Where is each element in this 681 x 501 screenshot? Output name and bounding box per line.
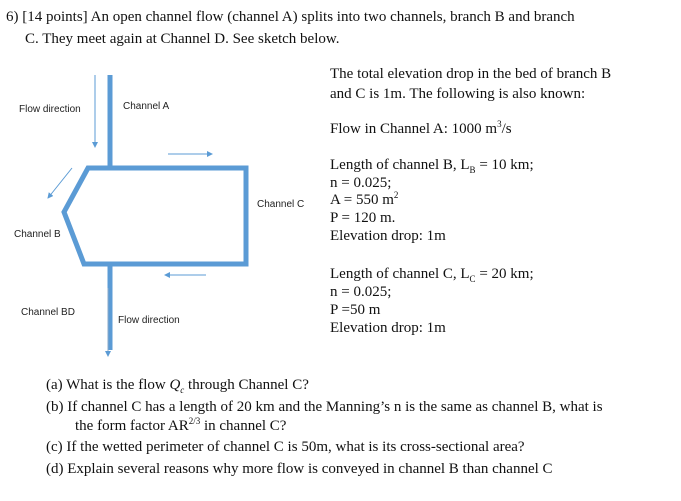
info-channel-b-length	[330, 157, 534, 175]
problem-header-line1	[6, 8, 575, 27]
channel-c-length-value: = 20 km;	[475, 266, 534, 282]
question-b-exp: 2/3	[188, 416, 201, 426]
label-flow-direction-bottom: Flow direction	[118, 315, 180, 326]
info-channel-c-n: n = 0.025;	[330, 284, 392, 300]
question-c-label: (c)	[46, 439, 63, 455]
info-flow-a	[330, 121, 512, 139]
flow-a-exp: 3	[497, 119, 502, 129]
label-channel-b: Channel B	[14, 229, 61, 240]
info-drop-line1: The total elevation drop in the bed of branch B	[330, 66, 612, 82]
info-channel-b-drop: Elevation drop: 1m	[330, 228, 446, 244]
label-flow-direction-top: Flow direction	[19, 104, 81, 115]
info-channel-b-n: n = 0.025;	[330, 175, 392, 191]
channel-b-area-text: A = 550 m	[330, 192, 394, 208]
channel-c-length-sub: C	[469, 274, 476, 284]
question-b-text-line2-pre: the form factor AR	[75, 418, 189, 434]
channel-c-length-prefix: Length of channel C, L	[330, 266, 470, 282]
info-channel-c-perimeter: P =50 m	[330, 302, 381, 318]
info-channel-c-length	[330, 266, 534, 284]
question-d	[46, 460, 553, 479]
question-a-q-sub: c	[180, 385, 185, 395]
channel-b-length-value: = 10 km;	[475, 157, 534, 173]
label-channel-bd: Channel BD	[21, 307, 75, 318]
channel-b-area-exp: 2	[393, 190, 399, 200]
channel-network	[64, 75, 246, 350]
problem-number: 6)	[6, 9, 19, 25]
question-b-line2	[75, 417, 286, 436]
question-a-q: Q	[169, 377, 181, 393]
label-channel-c: Channel C	[257, 199, 305, 210]
question-d-label: (d)	[46, 461, 64, 477]
question-a	[46, 376, 309, 395]
question-b-text-line1: If channel C has a length of 20 km and the Manning’s n is the same as channel B, what is	[67, 399, 603, 415]
problem-intro-line1: An open channel flow (channel A) splits into two channels, branch B and branch	[90, 9, 575, 25]
question-a-text-pre: What is the flow	[66, 377, 170, 393]
question-b-label: (b)	[46, 399, 64, 415]
label-channel-a: Channel A	[123, 101, 170, 112]
question-c-text: If the wetted perimeter of channel C is 50m, what is its cross-sectional area?	[66, 439, 525, 455]
info-drop-line2: and C is 1m. The following is also known:	[330, 86, 586, 102]
flow-a-text: Flow in Channel A: 1000 m	[330, 121, 498, 137]
question-c	[46, 438, 525, 457]
info-channel-b-perimeter: P = 120 m.	[330, 210, 396, 226]
question-b-text-line2-post: in channel C?	[200, 418, 287, 434]
question-d-text: Explain several reasons why more flow is conveyed in channel B than channel C	[67, 461, 553, 477]
channel-c-path	[110, 168, 246, 264]
channel-b-length-sub: B	[469, 165, 476, 175]
info-channel-b-area	[330, 192, 398, 210]
question-b-line1	[46, 398, 603, 417]
question-a-label: (a)	[46, 377, 63, 393]
channel-b-length-prefix: Length of channel B, L	[330, 157, 470, 173]
question-a-text-post: through Channel C?	[184, 377, 309, 393]
problem-points: [14 points]	[22, 9, 88, 25]
flow-a-unit: /s	[501, 121, 512, 137]
problem-intro-line2: C. They meet again at Channel D. See sketch below.	[25, 31, 340, 47]
flow-arrow-b-down	[48, 168, 72, 198]
info-channel-c-drop: Elevation drop: 1m	[330, 320, 446, 336]
